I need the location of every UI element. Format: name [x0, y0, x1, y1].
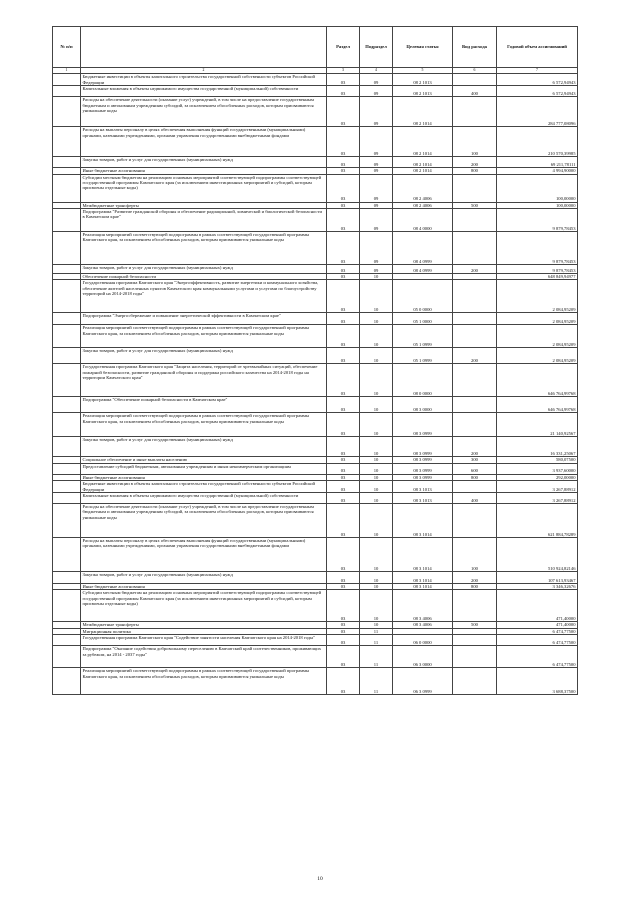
cell-name: Субсидии местным бюджетам на реализацию основных мероприятий соответствующей подпрограммы соответствующей государственной программы Камчатского края (за исключением инвестиционных мероприятий и субсидий, которым присвоены отдельные коды): [81, 590, 327, 622]
cell-cst: 08 3 4006: [393, 622, 453, 628]
cell-podrazdel: 10: [360, 364, 393, 397]
cell-podrazdel: 11: [360, 646, 393, 668]
cell-nn: [53, 325, 81, 348]
cell-razdel: 03: [327, 209, 360, 232]
cell-vr: [453, 280, 497, 313]
table-row: [53, 364, 578, 397]
cell-vr: [453, 504, 497, 538]
cell-nn: [53, 97, 81, 127]
cell-podrazdel: 10: [360, 437, 393, 457]
cell-cst: 08 2 1014: [393, 97, 453, 127]
cell-razdel: 03: [327, 628, 360, 634]
cell-podrazdel: 10: [360, 457, 393, 463]
cell-cst: 08 3 1014: [393, 584, 453, 590]
cell-cst: 08 0 0000: [393, 364, 453, 397]
cell-cst: 08 3 1014: [393, 538, 453, 572]
cell-nn: [53, 364, 81, 397]
cell-name: Межбюджетные трансферты: [81, 202, 327, 208]
cell-vr: 200: [453, 572, 497, 584]
cell-cst: 08 3 1013: [393, 493, 453, 504]
table-row: [53, 86, 578, 97]
cell-vr: [453, 668, 497, 695]
cell-podrazdel: 10: [360, 313, 393, 325]
cell-amount: 2 084,95209: [497, 313, 578, 325]
cell-amount: 646 764,99768: [497, 364, 578, 397]
cell-name: Бюджетные инвестиции в объекты капитального строительства государственной собственности субъектов Российской Федерации: [81, 74, 327, 86]
table-row: [53, 437, 578, 457]
cell-name: Государственная программа Камчатского края "Энергоэффективность, развитие энергетики и коммунального хозяйства, обеспечение жителей населенных пунктов Камчатского края коммунальными услугами и услугами по благоустройству территорий на 2014-2018 годы": [81, 280, 327, 313]
cell-name: Иные бюджетные ассигнования: [81, 168, 327, 174]
cell-podrazdel: 10: [360, 474, 393, 480]
column-number: 2: [81, 68, 327, 74]
cell-vr: 200: [453, 265, 497, 274]
cell-nn: [53, 348, 81, 364]
cell-razdel: 03: [327, 493, 360, 504]
cell-nn: [53, 538, 81, 572]
cell-razdel: 03: [327, 622, 360, 628]
column-number: 1: [53, 68, 81, 74]
cell-nn: [53, 313, 81, 325]
cell-vr: [453, 413, 497, 437]
cell-name: Расходы на выплаты персоналу в целях обеспечения выполнения функций государственными (муниципальными) органами, казенными учреждениями, органами управления государственными внебюджетными фондами: [81, 538, 327, 572]
cell-name: Закупка товаров, работ и услуг для государственных (муниципальных) нужд: [81, 572, 327, 584]
cell-razdel: 03: [327, 86, 360, 97]
cell-vr: [453, 313, 497, 325]
cell-vr: 200: [453, 157, 497, 168]
cell-amount: 2 084,95209: [497, 280, 578, 313]
cell-amount: 284 777,08096: [497, 97, 578, 127]
cell-podrazdel: 10: [360, 493, 393, 504]
cell-razdel: 03: [327, 202, 360, 208]
cell-podrazdel: 10: [360, 538, 393, 572]
table-row: [53, 646, 578, 668]
cell-cst: 08 3 0999: [393, 463, 453, 474]
cell-razdel: 03: [327, 474, 360, 480]
cell-vr: [453, 232, 497, 265]
cell-vr: 300: [453, 457, 497, 463]
column-number: 7: [497, 68, 578, 74]
cell-amount: 510 924,82146: [497, 538, 578, 572]
cell-amount: 100,00000: [497, 202, 578, 208]
table-row: [53, 538, 578, 572]
cell-podrazdel: 10: [360, 280, 393, 313]
cell-name: Закупка товаров, работ и услуг для государственных (муниципальных) нужд: [81, 348, 327, 364]
cell-nn: [53, 635, 81, 646]
cell-vr: 600: [453, 463, 497, 474]
header-razdel: Раздел: [327, 27, 360, 68]
cell-amount: 4 994,90000: [497, 168, 578, 174]
cell-nn: [53, 646, 81, 668]
cell-cst: 08 3 0999: [393, 437, 453, 457]
cell-podrazdel: 11: [360, 668, 393, 695]
cell-amount: 6 474,77500: [497, 628, 578, 634]
cell-name: Подпрограмма "Оказание содействия добровольному переселению в Камчатский край соотечественников, проживающих за рубежом, на 2014 - 2037 годы": [81, 646, 327, 668]
cell-nn: [53, 265, 81, 274]
cell-nn: [53, 463, 81, 474]
column-number: 5: [393, 68, 453, 74]
cell-nn: [53, 437, 81, 457]
cell-name: Бюджетные инвестиции в объекты капитального строительства государственной собственности субъектов Российской Федерации: [81, 481, 327, 493]
cell-razdel: 03: [327, 74, 360, 86]
cell-cst: 06 3 0999: [393, 668, 453, 695]
cell-amount: 648 849,94977: [497, 274, 578, 280]
cell-podrazdel: 11: [360, 628, 393, 634]
cell-razdel: 03: [327, 265, 360, 274]
cell-nn: [53, 504, 81, 538]
cell-name: Социальное обеспечение и иные выплаты населению: [81, 457, 327, 463]
column-number: 6: [453, 68, 497, 74]
page-number: 10: [317, 876, 323, 882]
table-row: [53, 232, 578, 265]
header-cst: Целевая статья: [393, 27, 453, 68]
cell-cst: 08 3 0999: [393, 474, 453, 480]
header-nn: № п/п: [53, 27, 81, 68]
cell-nn: [53, 397, 81, 413]
cell-razdel: 03: [327, 168, 360, 174]
cell-vr: [453, 590, 497, 622]
cell-podrazdel: 09: [360, 168, 393, 174]
header-name: [81, 27, 327, 68]
table-row: [53, 635, 578, 646]
table-row: [53, 668, 578, 695]
cell-vr: 500: [453, 202, 497, 208]
cell-cst: 08 3 1013: [393, 481, 453, 493]
cell-podrazdel: 09: [360, 265, 393, 274]
table-row: [53, 97, 578, 127]
cell-razdel: 03: [327, 457, 360, 463]
cell-amount: 69 211,78111: [497, 157, 578, 168]
cell-nn: [53, 209, 81, 232]
cell-nn: [53, 668, 81, 695]
cell-name: Предоставление субсидий бюджетным, автономным учреждениям и иным некоммерческим организациям: [81, 463, 327, 474]
cell-cst: 06 0 0000: [393, 635, 453, 646]
table-row: [53, 209, 578, 232]
cell-name: Реализация мероприятий соответствующей подпрограммы в рамках соответствующей государственной программы Камчатского края, за исключением обособленных расходов, которым присваиваются уникальные коды: [81, 413, 327, 437]
cell-cst: 08 4 0000: [393, 209, 453, 232]
cell-razdel: 03: [327, 348, 360, 364]
cell-podrazdel: 11: [360, 635, 393, 646]
cell-razdel: 03: [327, 481, 360, 493]
cell-razdel: 03: [327, 157, 360, 168]
cell-amount: 6 572,94943: [497, 86, 578, 97]
cell-name: Межбюджетные трансферты: [81, 622, 327, 628]
cell-razdel: 03: [327, 232, 360, 265]
cell-podrazdel: 09: [360, 209, 393, 232]
cell-vr: [453, 397, 497, 413]
cell-name: Капитальные вложения в объекты недвижимого имущества государственной (муниципальной) собственности: [81, 86, 327, 97]
cell-razdel: 03: [327, 646, 360, 668]
cell-amount: 292,00000: [497, 474, 578, 480]
cell-cst: 08 3 1014: [393, 572, 453, 584]
cell-razdel: 03: [327, 364, 360, 397]
cell-amount: 2 084,95209: [497, 325, 578, 348]
cell-cst: 08 2 1014: [393, 157, 453, 168]
table-row: [53, 572, 578, 584]
cell-nn: [53, 127, 81, 157]
cell-amount: 580,07500: [497, 457, 578, 463]
cell-cst: 08 2 1013: [393, 74, 453, 86]
cell-amount: 107 613,93467: [497, 572, 578, 584]
cell-amount: 6 474,77500: [497, 635, 578, 646]
cell-podrazdel: 10: [360, 584, 393, 590]
cell-name: Капитальные вложения в объекты недвижимого имущества государственной (муниципальной) собственности: [81, 493, 327, 504]
cell-razdel: 03: [327, 635, 360, 646]
cell-amount: 646 764,99768: [497, 397, 578, 413]
cell-cst: 08 2 1014: [393, 127, 453, 157]
cell-vr: 200: [453, 348, 497, 364]
cell-amount: 9 879,78453: [497, 209, 578, 232]
cell-amount: 471,40000: [497, 622, 578, 628]
table-row: [53, 280, 578, 313]
cell-razdel: 03: [327, 127, 360, 157]
cell-amount: 16 331,25067: [497, 437, 578, 457]
cell-nn: [53, 232, 81, 265]
cell-razdel: 03: [327, 572, 360, 584]
table-row: [53, 504, 578, 538]
cell-nn: [53, 481, 81, 493]
cell-name: Расходы на обеспечение деятельности (оказание услуг) учреждений, в том числе на предоставление государственным бюджетным и автономным учреждениям субсидий, за исключением обособленных расходов, которым присваиваются уникальные коды: [81, 97, 327, 127]
cell-cst: 08 3 0000: [393, 397, 453, 413]
cell-amount: 3 937,60000: [497, 463, 578, 474]
table-row: [53, 313, 578, 325]
cell-podrazdel: 09: [360, 97, 393, 127]
cell-razdel: 03: [327, 325, 360, 348]
cell-cst: 08 4 0999: [393, 232, 453, 265]
cell-cst: 08 3 0999: [393, 457, 453, 463]
cell-name: Иные бюджетные ассигнования: [81, 474, 327, 480]
cell-name: Закупка товаров, работ и услуг для государственных (муниципальных) нужд: [81, 437, 327, 457]
cell-vr: [453, 174, 497, 202]
cell-podrazdel: 10: [360, 463, 393, 474]
cell-podrazdel: 10: [360, 590, 393, 622]
table-row: [53, 413, 578, 437]
cell-podrazdel: 10: [360, 504, 393, 538]
cell-vr: 200: [453, 437, 497, 457]
cell-vr: [453, 97, 497, 127]
cell-podrazdel: 10: [360, 397, 393, 413]
cell-podrazdel: 09: [360, 174, 393, 202]
cell-name: Закупка товаров, работ и услуг для государственных (муниципальных) нужд: [81, 157, 327, 168]
cell-name: Расходы на обеспечение деятельности (оказание услуг) учреждений, в том числе на предоставление государственным бюджетным и автономным учреждениям субсидий, за исключением обособленных расходов, которым присваиваются уникальные коды: [81, 504, 327, 538]
table-row: [53, 493, 578, 504]
cell-razdel: 03: [327, 413, 360, 437]
cell-razdel: 03: [327, 397, 360, 413]
cell-nn: [53, 74, 81, 86]
cell-cst: 08 2 1013: [393, 86, 453, 97]
cell-nn: [53, 157, 81, 168]
table-row: [53, 265, 578, 274]
cell-podrazdel: 09: [360, 74, 393, 86]
cell-razdel: 03: [327, 97, 360, 127]
cell-name: Подпрограмма "Энергосбережение и повышение энергетической эффективности в Камчатском крае": [81, 313, 327, 325]
cell-vr: 100: [453, 127, 497, 157]
table-row: [53, 463, 578, 474]
cell-amount: 21 140,92567: [497, 413, 578, 437]
cell-name: Реализация мероприятий соответствующей подпрограммы в рамках соответствующей государственной программы Камчатского края, за исключением обособленных расходов, которым присваиваются уникальные коды: [81, 232, 327, 265]
cell-vr: [453, 481, 497, 493]
cell-nn: [53, 280, 81, 313]
cell-vr: 400: [453, 86, 497, 97]
cell-cst: 08 3 0999: [393, 413, 453, 437]
table-header-row: [53, 27, 578, 68]
cell-amount: 621 884,78289: [497, 504, 578, 538]
cell-podrazdel: 10: [360, 413, 393, 437]
cell-vr: [453, 364, 497, 397]
cell-podrazdel: 09: [360, 202, 393, 208]
cell-cst: 06 3 0000: [393, 646, 453, 668]
cell-cst: 08 2 4006: [393, 202, 453, 208]
cell-name: Реализация мероприятий соответствующей подпрограммы в рамках соответствующей государственной программы Камчатского края, за исключением обособленных расходов, которым присваиваются уникальные коды: [81, 325, 327, 348]
cell-cst: 05 1 0999: [393, 348, 453, 364]
cell-cst: 08 2 4006: [393, 174, 453, 202]
cell-name: Субсидии местным бюджетам на реализацию основных мероприятий соответствующей подпрограммы соответствующей государственной программы Камчатского края (за исключением инвестиционных мероприятий и субсидий, которым присвоены отдельные коды): [81, 174, 327, 202]
column-number: 3: [327, 68, 360, 74]
cell-name: Подпрограмма "Развитие гражданской обороны и обеспечение радиационной, химической и биологической безопасности в Камчатском крае": [81, 209, 327, 232]
cell-amount: 2 084,95209: [497, 348, 578, 364]
header-amount: Годовой объем ассигнований: [497, 27, 578, 68]
cell-vr: 500: [453, 622, 497, 628]
cell-name: Миграционная политика: [81, 628, 327, 634]
cell-podrazdel: 10: [360, 622, 393, 628]
cell-vr: 400: [453, 493, 497, 504]
cell-podrazdel: 10: [360, 325, 393, 348]
cell-name: Государственная программа Камчатского края "Защита населения, территорий от чрезвычайных ситуаций, обеспечение пожарной безопасности, развитие гражданской обороны и поддержка российского казачества на 2014-2018 годы на территории Камчатского края": [81, 364, 327, 397]
cell-vr: 100: [453, 538, 497, 572]
cell-razdel: 03: [327, 668, 360, 695]
cell-amount: 3 267,88912: [497, 481, 578, 493]
cell-nn: [53, 174, 81, 202]
cell-amount: 471,40000: [497, 590, 578, 622]
cell-podrazdel: 09: [360, 232, 393, 265]
cell-name: Подпрограмма "Обеспечение пожарной безопасности в Камчатском крае": [81, 397, 327, 413]
cell-cst: 05 1 0000: [393, 313, 453, 325]
cell-name: Закупка товаров, работ и услуг для государственных (муниципальных) нужд: [81, 265, 327, 274]
cell-name: Государственная программа Камчатского края "Содействие занятости населения Камчатского края на 2014-2018 годы": [81, 635, 327, 646]
budget-allocation-table: [52, 26, 578, 695]
cell-cst: 05 1 0999: [393, 325, 453, 348]
cell-razdel: 03: [327, 584, 360, 590]
cell-razdel: 03: [327, 437, 360, 457]
table-row: [53, 325, 578, 348]
cell-amount: 9 879,78453: [497, 265, 578, 274]
cell-vr: [453, 74, 497, 86]
cell-razdel: 03: [327, 463, 360, 474]
cell-amount: 3 346,32676: [497, 584, 578, 590]
cell-cst: 08 4 0999: [393, 265, 453, 274]
table-row: [53, 348, 578, 364]
cell-nn: [53, 493, 81, 504]
cell-podrazdel: 09: [360, 86, 393, 97]
cell-amount: 100,00000: [497, 174, 578, 202]
cell-nn: [53, 590, 81, 622]
cell-podrazdel: 10: [360, 572, 393, 584]
table-body: [53, 74, 578, 695]
cell-nn: [53, 413, 81, 437]
cell-razdel: 03: [327, 538, 360, 572]
header-podrazdel: Подраздел: [360, 27, 393, 68]
cell-name: Иные бюджетные ассигнования: [81, 584, 327, 590]
cell-podrazdel: 10: [360, 481, 393, 493]
cell-name: Реализация мероприятий соответствующей подпрограммы в рамках соответствующей государственной программы Камчатского края, за исключением обособленных расходов, которым присваиваются уникальные коды: [81, 668, 327, 695]
table-row: [53, 174, 578, 202]
cell-podrazdel: 10: [360, 348, 393, 364]
cell-vr: 800: [453, 168, 497, 174]
cell-cst: 05 0 0000: [393, 280, 453, 313]
cell-nn: [53, 572, 81, 584]
table-row: [53, 74, 578, 86]
cell-amount: 6 572,94943: [497, 74, 578, 86]
cell-vr: [453, 646, 497, 668]
cell-amount: 3 267,88912: [497, 493, 578, 504]
cell-cst: 08 3 1014: [393, 504, 453, 538]
cell-razdel: 03: [327, 504, 360, 538]
table-row: [53, 397, 578, 413]
cell-cst: 08 2 1014: [393, 168, 453, 174]
cell-amount: 9 879,78453: [497, 232, 578, 265]
table-row: [53, 481, 578, 493]
cell-amount: 3 688,37500: [497, 668, 578, 695]
cell-podrazdel: 10: [360, 274, 393, 280]
cell-podrazdel: 09: [360, 127, 393, 157]
cell-name: Обеспечение пожарной безопасности: [81, 274, 327, 280]
cell-razdel: 03: [327, 313, 360, 325]
cell-vr: [453, 209, 497, 232]
cell-amount: 6 474,77500: [497, 646, 578, 668]
header-vr: Вид расхода: [453, 27, 497, 68]
cell-razdel: 03: [327, 274, 360, 280]
cell-vr: 800: [453, 584, 497, 590]
column-number: 4: [360, 68, 393, 74]
cell-razdel: 03: [327, 280, 360, 313]
table-row: [53, 157, 578, 168]
cell-vr: [453, 325, 497, 348]
table-row: [53, 127, 578, 157]
cell-amount: 210 570,39985: [497, 127, 578, 157]
cell-nn: [53, 86, 81, 97]
cell-podrazdel: 09: [360, 157, 393, 168]
cell-razdel: 03: [327, 174, 360, 202]
cell-vr: [453, 635, 497, 646]
cell-razdel: 03: [327, 590, 360, 622]
cell-vr: 800: [453, 474, 497, 480]
cell-cst: 08 3 4006: [393, 590, 453, 622]
table-row: [53, 590, 578, 622]
cell-name: Расходы на выплаты персоналу в целях обеспечения выполнения функций государственными (муниципальными) органами, казенными учреждениями, органами управления государственными внебюджетными фондами: [81, 127, 327, 157]
